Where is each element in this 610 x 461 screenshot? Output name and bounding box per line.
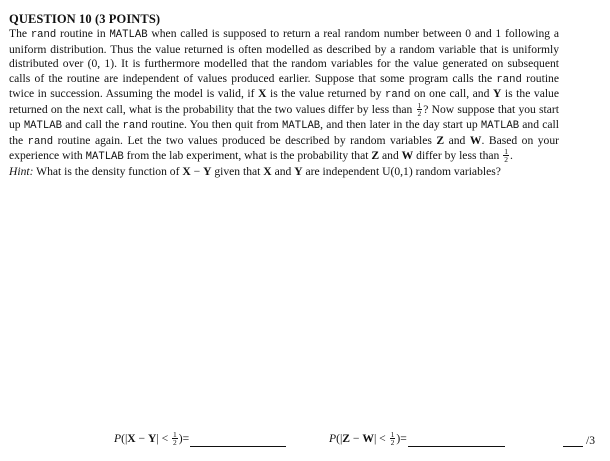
text-segment: and call the bbox=[61, 117, 123, 131]
text-segment: routine in bbox=[56, 27, 110, 40]
score-blank[interactable] bbox=[563, 432, 583, 447]
var-y: Y bbox=[294, 164, 303, 178]
text-segment: routine again. Let the two values produced be described by random variables bbox=[53, 133, 437, 147]
var-z: Z bbox=[342, 432, 351, 446]
code-matlab: MATLAB bbox=[480, 119, 520, 132]
question-body bbox=[9, 27, 559, 180]
fraction-numerator: 1 bbox=[504, 147, 508, 157]
minus-sign: − bbox=[190, 164, 204, 178]
text-segment: routine twice in succession. Assuming the model is valid, if bbox=[9, 71, 559, 101]
text-segment: . Based on your experience with bbox=[9, 133, 559, 163]
var-x: X bbox=[258, 87, 267, 101]
hint-text: and bbox=[271, 164, 295, 178]
code-rand: rand bbox=[30, 29, 57, 41]
fraction-half bbox=[172, 431, 178, 446]
var-x: X bbox=[127, 432, 136, 446]
hint-text: What is the density function of bbox=[33, 164, 183, 178]
var-x: X bbox=[263, 164, 272, 178]
answer-prob-xy bbox=[114, 432, 286, 447]
text-segment: . bbox=[509, 149, 513, 163]
text-segment: , and then later in the day start up bbox=[320, 117, 481, 131]
code-rand: rand bbox=[385, 89, 411, 102]
text-segment: and bbox=[444, 133, 470, 147]
hint-text: given that bbox=[211, 164, 264, 178]
var-z: Z bbox=[371, 149, 380, 163]
var-w: W bbox=[401, 149, 414, 163]
code-rand: rand bbox=[122, 119, 148, 132]
answer-blank-xy[interactable] bbox=[190, 432, 286, 447]
code-rand: rand bbox=[27, 135, 54, 148]
equals: )= bbox=[396, 432, 407, 446]
text-segment: on one call, and bbox=[410, 87, 493, 101]
code-matlab: MATLAB bbox=[85, 151, 124, 164]
abs-open: (| bbox=[336, 432, 343, 446]
fraction-denominator: 2 bbox=[390, 438, 395, 447]
abs-close: | < bbox=[156, 432, 172, 446]
var-y: Y bbox=[148, 432, 157, 446]
code-rand: rand bbox=[496, 73, 522, 86]
text-segment: from the lab experiment, what is the probability that bbox=[123, 149, 372, 163]
fraction-numerator: 1 bbox=[417, 100, 422, 110]
minus-sign: − bbox=[350, 432, 363, 446]
code-matlab: MATLAB bbox=[109, 29, 148, 41]
text-segment: when called is supposed to return a real random number between 0 and 1 following a uniform distribution. Thus the value returned is often modelled as described by a random variable that is uniformly distributed over bbox=[9, 27, 559, 71]
answer-row bbox=[0, 432, 610, 452]
hint-label: Hint: bbox=[9, 164, 34, 178]
text-segment: differ by less than bbox=[413, 149, 503, 163]
code-matlab: MATLAB bbox=[23, 119, 62, 132]
answer-blank-zw[interactable] bbox=[408, 432, 505, 447]
var-w: W bbox=[469, 133, 482, 147]
var-w: W bbox=[362, 432, 374, 446]
text-segment: and call the bbox=[9, 117, 559, 147]
var-y: Y bbox=[492, 87, 502, 101]
var-z: Z bbox=[436, 133, 445, 147]
code-matlab: MATLAB bbox=[282, 119, 321, 132]
question-heading: QUESTION 10 (3 POINTS) bbox=[9, 12, 161, 26]
equals: )= bbox=[178, 432, 190, 446]
text-segment: ? Now suppose that you start up bbox=[9, 103, 559, 131]
fraction-half bbox=[503, 148, 509, 163]
fraction-denominator: 2 bbox=[173, 438, 177, 447]
fraction-half bbox=[390, 431, 396, 446]
var-x: X bbox=[182, 164, 191, 178]
text-segment: . It is furthermore modelled that the random variables for the value generated on subsequent calls of the routine are independent of values produced earlier. Suppose that some program calls the bbox=[9, 57, 559, 85]
text-segment: and bbox=[379, 149, 402, 163]
text-segment: routine. You then quit from bbox=[147, 117, 283, 131]
fraction-numerator: 1 bbox=[173, 430, 177, 439]
fraction-denominator: 2 bbox=[504, 155, 508, 165]
text-segment: The bbox=[9, 27, 31, 40]
fraction-denominator: 2 bbox=[417, 108, 422, 118]
interval: (0, 1) bbox=[87, 57, 115, 71]
minus-sign: − bbox=[135, 432, 148, 446]
prob-symbol: P bbox=[114, 432, 122, 446]
fraction-half bbox=[417, 102, 423, 117]
score-suffix: /3 bbox=[586, 434, 596, 447]
hint-text: are independent U(0,1) random variables? bbox=[302, 164, 501, 178]
fraction-numerator: 1 bbox=[390, 430, 395, 439]
text-segment: is the value returned on the next call, what is the probability that the two values differ by less than bbox=[9, 87, 560, 117]
var-y: Y bbox=[203, 164, 212, 178]
abs-open: (| bbox=[121, 432, 128, 446]
prob-symbol: P bbox=[329, 432, 337, 446]
score-field bbox=[563, 432, 595, 447]
abs-close: | < bbox=[373, 432, 389, 446]
text-segment: is the value returned by bbox=[266, 87, 386, 101]
answer-prob-zw bbox=[329, 432, 505, 447]
